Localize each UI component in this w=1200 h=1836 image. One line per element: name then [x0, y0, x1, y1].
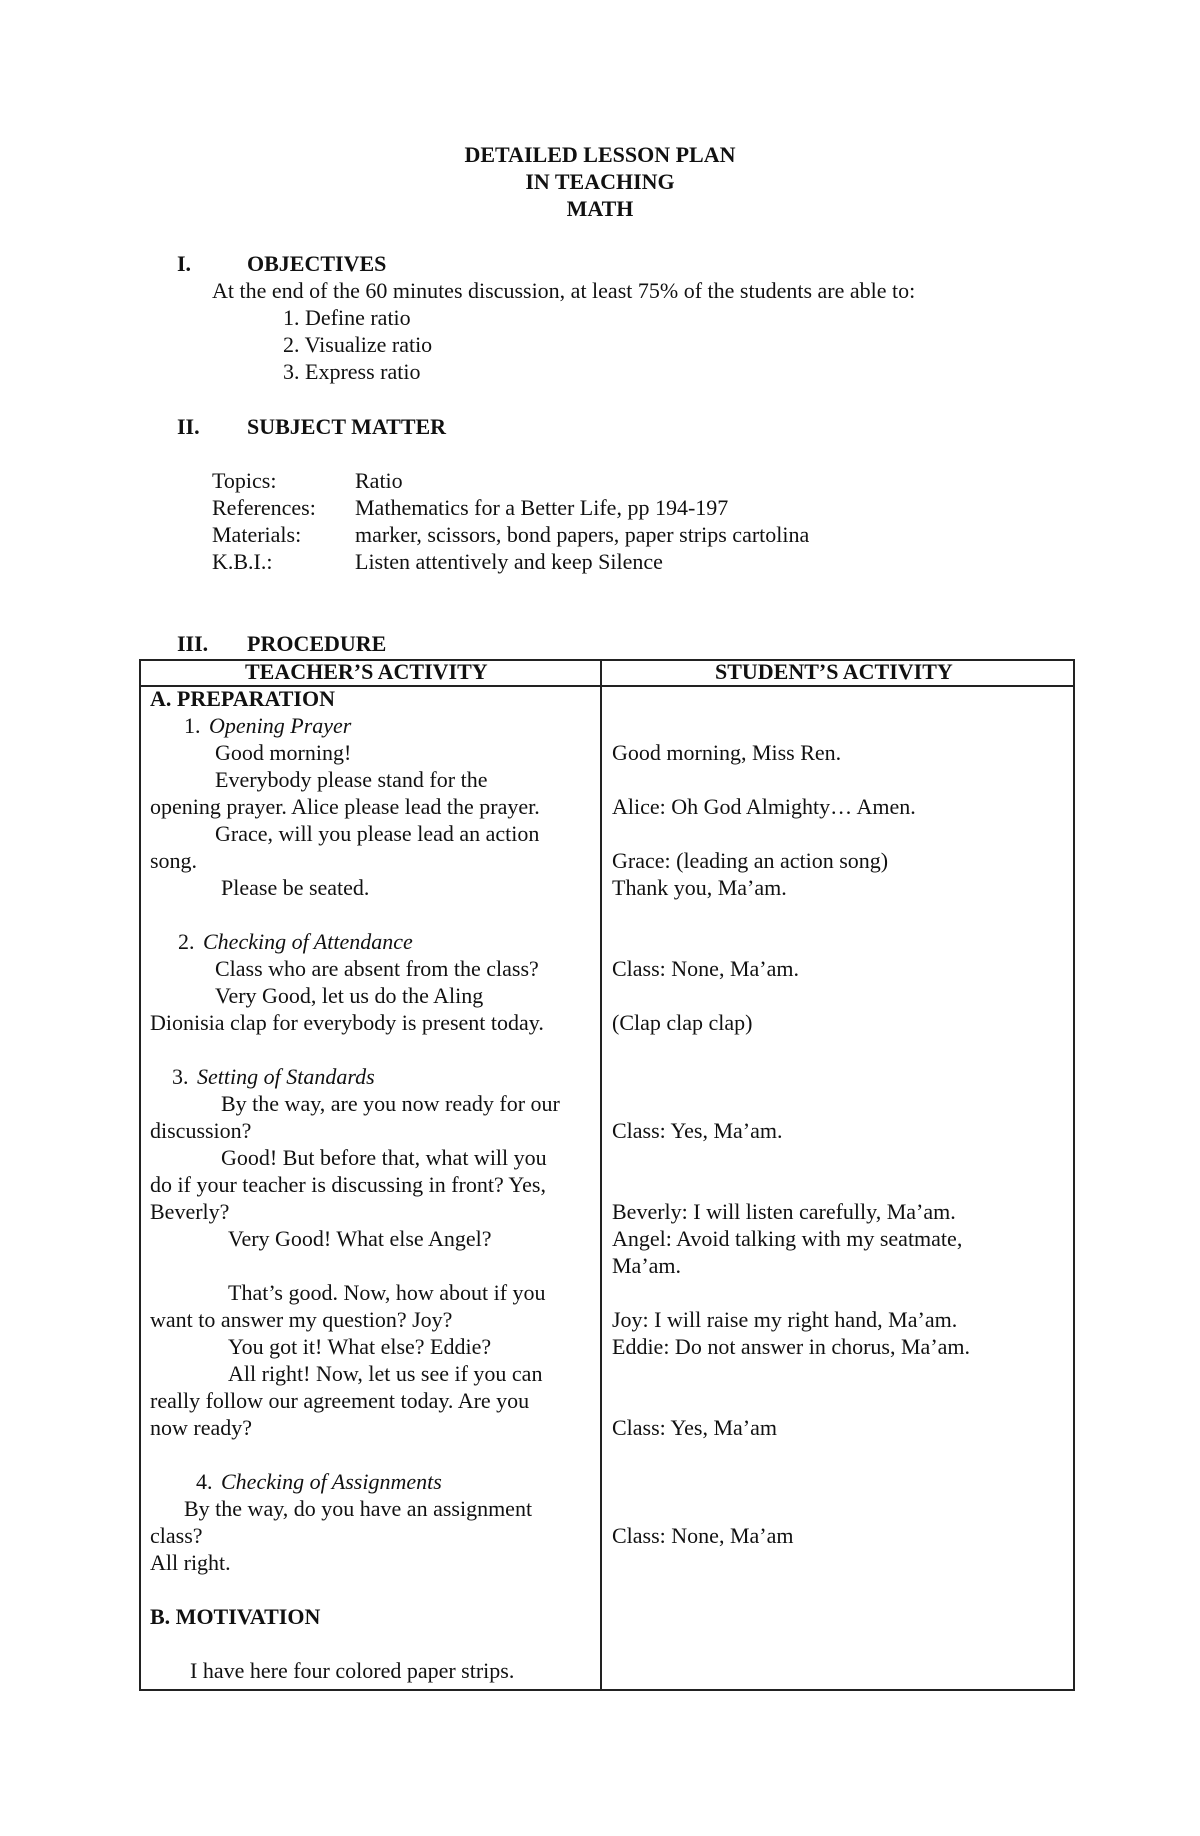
- objectives-intro: At the end of the 60 minutes discussion, at least 75% of the students are able to:: [212, 278, 916, 303]
- references-value: Mathematics for a Better Life, pp 194-197: [355, 495, 729, 520]
- lesson-plan-subject: MATH: [566, 196, 634, 221]
- student-line: Eddie: Do not answer in chorus, Ma’am.: [612, 1334, 971, 1359]
- teacher-line: opening prayer. Alice please lead the prayer.: [150, 794, 540, 819]
- subject-matter-numeral: II.: [177, 414, 200, 439]
- step-title-opening-prayer: Opening Prayer: [209, 713, 352, 738]
- student-line: Grace: (leading an action song): [612, 848, 889, 873]
- teacher-line: You got it! What else? Eddie?: [228, 1334, 492, 1359]
- teacher-line: Dionisia clap for everybody is present today.: [150, 1010, 544, 1035]
- section-heading-motivation: B. MOTIVATION: [150, 1604, 321, 1629]
- kbi-label: K.B.I.:: [212, 549, 273, 574]
- teacher-line: class?: [150, 1523, 203, 1548]
- teacher-line: discussion?: [150, 1118, 252, 1143]
- teacher-line: All right! Now, let us see if you can: [228, 1361, 543, 1386]
- kbi-value: Listen attentively and keep Silence: [355, 549, 663, 574]
- objective-item: 3. Express ratio: [283, 359, 421, 384]
- lesson-plan-title: DETAILED LESSON PLAN: [464, 142, 736, 167]
- student-line: Class: None, Ma’am: [612, 1523, 794, 1548]
- objectives-heading: OBJECTIVES: [247, 251, 387, 276]
- topics-label: Topics:: [212, 468, 277, 493]
- student-line: Angel: Avoid talking with my seatmate,: [612, 1226, 963, 1251]
- teacher-line: Everybody please stand for the: [215, 767, 488, 792]
- teacher-line: Good morning!: [215, 740, 352, 765]
- step-number: 1.: [184, 713, 201, 738]
- student-line: Class: Yes, Ma’am: [612, 1415, 778, 1440]
- teacher-line: do if your teacher is discussing in front? Yes,: [150, 1172, 546, 1197]
- procedure-heading: PROCEDURE: [247, 631, 387, 656]
- teacher-line: now ready?: [150, 1415, 253, 1440]
- teacher-line: Class who are absent from the class?: [215, 956, 539, 981]
- teacher-line: want to answer my question? Joy?: [150, 1307, 453, 1332]
- teacher-activity-header: TEACHER’S ACTIVITY: [245, 659, 488, 684]
- section-heading-preparation: A. PREPARATION: [150, 686, 335, 711]
- teacher-line: I have here four colored paper strips.: [190, 1658, 515, 1683]
- step-title-checking-assignments: Checking of Assignments: [221, 1469, 442, 1494]
- student-line: Class: None, Ma’am.: [612, 956, 799, 981]
- teacher-line: song.: [150, 848, 198, 873]
- step-number: 2.: [178, 929, 195, 954]
- topics-value: Ratio: [355, 468, 403, 493]
- materials-value: marker, scissors, bond papers, paper strips cartolina: [355, 522, 810, 547]
- teacher-line: really follow our agreement today. Are you: [150, 1388, 530, 1413]
- teacher-line: That’s good. Now, how about if you: [228, 1280, 546, 1305]
- teacher-line: Very Good! What else Angel?: [228, 1226, 492, 1251]
- teacher-line: All right.: [150, 1550, 231, 1575]
- objective-item: 1. Define ratio: [283, 305, 411, 330]
- teacher-line: Please be seated.: [221, 875, 370, 900]
- student-line: Ma’am.: [612, 1253, 682, 1278]
- step-title-setting-standards: Setting of Standards: [197, 1064, 375, 1089]
- procedure-numeral: III.: [177, 631, 209, 656]
- student-line: Alice: Oh God Almighty… Amen.: [612, 794, 916, 819]
- step-title-checking-attendance: Checking of Attendance: [203, 929, 413, 954]
- step-number: 4.: [196, 1469, 213, 1494]
- objectives-numeral: I.: [177, 251, 192, 276]
- lesson-plan-subtitle: IN TEACHING: [525, 169, 675, 194]
- objective-item: 2. Visualize ratio: [283, 332, 433, 357]
- teacher-line: Good! But before that, what will you: [221, 1145, 547, 1170]
- teacher-line: Grace, will you please lead an action: [215, 821, 540, 846]
- teacher-line: By the way, do you have an assignment: [184, 1496, 533, 1521]
- materials-label: Materials:: [212, 522, 302, 547]
- student-activity-header: STUDENT’S ACTIVITY: [715, 659, 953, 684]
- student-line: Thank you, Ma’am.: [612, 875, 787, 900]
- step-number: 3.: [172, 1064, 189, 1089]
- teacher-line: Very Good, let us do the Aling: [215, 983, 484, 1008]
- teacher-line: By the way, are you now ready for our: [221, 1091, 560, 1116]
- student-line: Beverly: I will listen carefully, Ma’am.: [612, 1199, 956, 1224]
- student-line: Class: Yes, Ma’am.: [612, 1118, 783, 1143]
- references-label: References:: [212, 495, 316, 520]
- teacher-line: Beverly?: [150, 1199, 230, 1224]
- column-divider: [600, 659, 602, 1691]
- student-line: Good morning, Miss Ren.: [612, 740, 842, 765]
- subject-matter-heading: SUBJECT MATTER: [247, 414, 447, 439]
- student-line: Joy: I will raise my right hand, Ma’am.: [612, 1307, 958, 1332]
- student-line: (Clap clap clap): [612, 1010, 753, 1035]
